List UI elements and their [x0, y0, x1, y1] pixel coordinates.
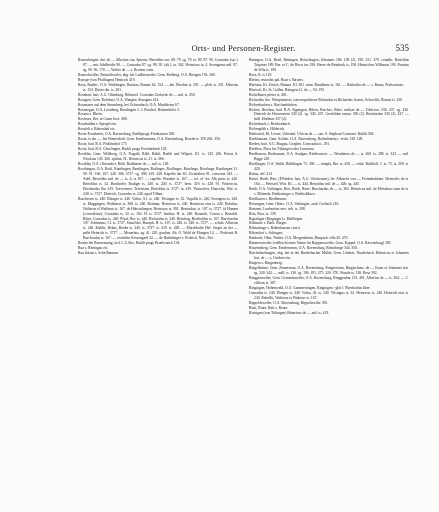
register-entry: Rosthingen, O.A. Rottl, Rutelingen, Rentlingen, Rutlinges, Rotilinges, Rutelinge, Rotelinge, Rutzlingen 31. 90. 91. 166. 167. 240. 306. 372*. sg. 398. 419. 428. Kapella der Kl. Zwiefalten 91. conventa 343. — Adel: Bertoldus mil. de — ts. 4. ts 167. — capella: Warnher ts. 167. — tel. of -itz. Alb press ts. 240. Bertoldus ts. 32. Bondorfer. Rudiger ts. 240. ts. 240. ts. 372*. bern. 419. ts. 428. 91. Fridericus, Eberhardus 8ta. 419. Traversiner, Tetvertam, Bertoldus ts. 372*. ta. 419. Thancolier, Dancolar, Wal. ts. 240. ts. 372*. Dietrich, Conradus ts. 240. apud Tillam,	[78, 166, 238, 196]
register-entry: Rua Infans s. Scheffhausen.	[78, 251, 119, 256]
register-entry: Rieth, O.A. Vaihingen, Riet, Rieth, Riete. Burchardus de — ts. 365. Heinricus mil. de Meissburs zum de ts. s. Mittensh. Reithesinger v. Rietbisklhow.	[249, 186, 409, 196]
register-entry: Rixingen (von Tübingen) Hainricus de — mil. ts. 419.	[249, 310, 330, 315]
register-entry: Rossna s. Rhein.	[78, 112, 103, 117]
register-entry: Rippoldsweiler, O.A. Ravensburg, Rippoltswiler 350.	[249, 300, 329, 305]
register-entry: Ringingen, Hohenwald, O.A. Gammertingen, Ringingen, -glin I. Eberhardus liber	[249, 285, 370, 290]
register-entry: Riedbuwen, Riethausen, O.A. Saulgau, Rietheuwen. — Wernherus de — ts. 269. ts. 298. ts. 323. — mil. Bigge 229.	[249, 152, 409, 162]
register-entry: Riedlisaen s. Riedheusen.	[249, 196, 287, 201]
register-entry: Rimmersweiler (vielleicht einer Name für Happensweiler, Gem. Kappel, O.A. Ravensburg) 350.	[249, 241, 392, 246]
register-entry: Rütbschal, Kl. Lesser, Urbental. Ulricus de — can. S. Stephani Constant. Rüthli 394.	[249, 132, 375, 137]
right-column	[249, 58, 409, 498]
register-entry: Rinchelmebingen, abg. bei in der Rinderbacher Mühle, Gem. Umbrei, Ninderbach. Heinricus et Johannes frat. de — s. Umbrei ein.	[249, 251, 409, 261]
register-entry: Riedlingen, O.A. Waldt, Rühllingen 73. 450. — templa, Ber. ts. 450. — sebir. Bitthloff. 1. ts. 75. ts. 209. ts. 420.	[249, 162, 409, 171]
left-column	[78, 58, 238, 498]
register-entry: Roste-Fronhofen, O.A. Ravensburg, Ruthliprugs Frenhausen 108.	[78, 132, 176, 137]
register-entry: Rosthlin, Gem. Wildberg, O.A. Nagold, Röhl, Rühli, Ruthli and Wilpert. K1. ts. 145. 266. Petrus S. Nicolaus 145. 266. sphlan: H., Heinricus ts. 21. ts. 266.	[78, 152, 238, 162]
register-entry: Riltmatinge s. Rabenhausen cavist.	[249, 226, 301, 231]
register-entry: Ronspe (von Pfullingen) Heinrich 419.	[78, 77, 136, 82]
register-entry: Reuter bei Bretzenzang, ttrd. L.G.Sitz, Ruthli prugs Bruelwanck 134.	[78, 241, 181, 246]
running-header	[78, 42, 409, 54]
register-entry: Riesengen, Gem. Oberr., O.A. Vaihingen, arab. Gerbach 216.	[249, 201, 340, 206]
register-entry: Rosta, is dar —, bei Bienerdorb, Gem. Emeltemmen, O.A. Ravensburg, Rosrde ts. 350 264. 350.	[78, 137, 221, 142]
register-entry: Rieden, bair. A.G. Burgau, Graplen. Conwaaba ts. 291.	[249, 142, 331, 147]
register-entry: Cunradus ts. 240. Ehinger ts. 240. Valtra, Al. ts. 240. Vilsingus ts. 32. Heinricus ts. 240. Heinrich eius ts. 240. Rebellis, Walterus et Walterus ts. 167.	[249, 290, 409, 300]
register-entry: Richenbachen s. Reichenbächen.	[249, 102, 298, 107]
register-entry: Roste, bad. B.A. Pfullendorf 175.	[78, 142, 128, 147]
register-entry: Ringgenweiler, Gem. Gomminweiler, O.A. Ravensburg, Ringgenbur 133. 491. Albertus de — ts. 364. — C. villicus ts. 387.	[249, 275, 409, 285]
register-entry: Riedlera, Fluss bei Tübingen oder Lustenau.	[249, 147, 315, 152]
register-entry: Riltmaire s. Bärk. Bürger.	[249, 221, 288, 226]
register-entry: Rosa, Ruther., O.A. Waiblingen, Ranisas, Romae 62. 154. — abt. Eberhar ts. 291. — pleb. ts. 291. Albertus ts. 154. Dieter der. ts. 291.	[78, 82, 238, 92]
register-entry: Rietzent, Lonbeotim serv. selt. ts. 298.	[249, 206, 306, 211]
register-entry: Rifa, Ebar. ts. 139.	[249, 211, 277, 216]
register-entry: Ringelkeime, Gem. Zemerzzan, O.A. Ravensburg, Ringeristum, Ringischaus. de — Kuno et Johannes frat. sg. 320. 342. — mill. ts. 130. sg. 196. 181. 275. 320. 370. Wasale ts. 136. Resa 392.	[249, 266, 409, 275]
page-title: Orts- und Personen-Register.	[191, 43, 296, 53]
register-entry: Rossfelt s. Rabenthal etc.	[78, 127, 116, 132]
register-entry: Rosabari, bair. A.G. Oltenburg, Böhmerl. Conradus Gerlache de — mil. ts. 450.	[78, 92, 196, 97]
register-entry: Richenpfäh s. Hilderich.	[249, 127, 286, 132]
register-entry: Richen, Riechen, bad. B.A. Eppingen, Rihen, Rieches, Rehe; militae de — Dietricus 330. 437. sg. 436. Dietrich de Horsenstein 330 (2). sg. 330. 437. Gerdoldus sentac 330 (2). Reinhardus 330 (2). 437. — mill. Ebelmar 337 (2).	[249, 107, 409, 122]
page-number: 535	[395, 43, 409, 53]
register-entry: Romschwiller, Reinoldswiler, abg. bei Ludlinsweiler. Gem. Rielberg, O.A. Besigen 193. 260.	[78, 72, 216, 77]
register-columns	[78, 58, 409, 498]
register-entry: Rosenaser auf dem Strumberg, bei Ochsenbach, O.A. Mauldronn 67.	[78, 102, 180, 107]
register-entry: Basingen, O.A. Rottl, Reningen, Reinchingen, Johannes 106. 109 (2). 190. 231. 379. conulbr. Bartoldus Tuipines 189. Ber. et C. de Horw ius 190. Hesse de Reinbeck ts. 190. Heinrichus Wilbanas 190. Poentas de Wila ts. 190.	[249, 58, 409, 72]
register-entry: Rosfeurs, Ber. at Came liwe. 408.	[78, 117, 128, 122]
register-entry: Riuti, Riute, Rüti s. Reute.	[249, 305, 289, 310]
register-entry: Rigiabiger (Ringinger) s. Halfhegen.	[249, 216, 304, 221]
register-entry: Reza, R. ts 119.	[249, 72, 273, 77]
register-entry: Ringera s. Ringenberg.	[249, 261, 283, 266]
register-entry: Richardus fire. Wimpinensis; concesspetitione Richardus et Richardus fratres, Schwellis, Rismis ts. 410.	[249, 97, 404, 102]
register-entry: Rurcherzis ts. 240. Ehinger ts. 240. Valtra, A1. ts. 240. Tilsingus ts. 32. Vogallis ts. 240. Swengera ts. 240. ts. Muggingen, Waltharas ts. 368. ts. 240. Rotimar, Heinricus ts. 240. Heinricus eius ts. 240. Rabrilas, Walterus el Waltheru ts. 167. de Habsinluegen, Heinricus ts. 391. Hertrudun, ts. 107. ts. 372*. fü Humen (coronfkirse), Conradus ts. 32. ts. 102. H. ts. 372*. Insiltur, H. ts. 240. Rosmith, Conrat s. Bertoldt. Ritter, Conradus ts. 240. Pfaaf, Ber. ts. 240. Richardus ts. 240. Reinfrag, Bertholdus ts. 167. Burchardus 107. Schimmer, Cl. ts. 372*. Stauffche, Rumph, H. ts. 167. ts. 240. ts. 240. ts. 372*. — schult. Albertus ts. 240. Kühlis, Bebas, Renbe ts. 240. ts. 372*. ts. 419. ts. 428. — Marchbuler Hef. Steget an der — pelle Heinrich ts. 371*. — Meuerhus, sg. 41. 245. gardiaa. Ab. O. Wald de Ehingen 14. — Probsteit R. Burchardus ts. 167. — reachtlin Kessengard 32. — de Ruthelinger s. Roleich, Nov., Ner.	[78, 196, 238, 241]
register-entry: Richelbares pfeter ts. 401.	[249, 92, 288, 97]
register-entry: Riltondorf s. Schingen.	[249, 231, 284, 236]
register-entry: Rietel, Rieth, Riet, (F.Bieden, bair. A.G. Ottobeuren), be: Albrecht von — Freienhubbner. Heinrichs de ts. 164. — Hertstel, Wirt. Kl. — ts. 444. Bertoldus mil. de — 426. sg. 445.	[249, 176, 409, 186]
register-entry: Rosagen, Gem. Rohrbart, O.A. Wangen, Rosagers 414.	[78, 97, 160, 102]
register-entry: Rossbuhlen s. Spiegel ein.	[78, 122, 117, 127]
register-entry: Rhotsch, Kt. St. Gallen, Rinugen 21. de — 94. 195.	[249, 87, 325, 92]
register-entry: Rosenegen, O.A. Leonberg, Rendingen 2. 3. Brachel, Bohnerhöfer 3.	[78, 107, 180, 112]
register-entry: Roste, bad. B.A. Überlingen, Ruthli prugs Froenhebseh 128.	[78, 147, 168, 152]
register-entry: Rua s. Rheingau etc.	[78, 246, 109, 251]
register-entry: Rietas, del. 414.	[249, 171, 273, 176]
register-entry: Richenbach s. Reichenbach.	[249, 122, 291, 127]
register-entry: Rimbach, Ober, Nieder, O.A. Mergentheim, Rimpach villa 45. 470.	[249, 236, 349, 241]
register-entry: Rheinau, Kt. Zürich, Hauura. Kl. 491. minr. Rinallamo ts. 161. — Ratholfus de — s. Ruma, Prabourtum.	[249, 82, 404, 87]
register-entry: Rheim, restoolas pal. Ruzi s. Basters.	[249, 77, 304, 82]
register-entry: Romeshingen. dat. de — Alberius can. Spirens. Bertoldus sac. 68. 79. sg. 79. ta. 80. 87. 90. Conradus (sac.) 87. — mir Adelheidis 90. — Cunradus 87. sg. 90. 95. (alt.). ta. 362. Heinricus ta. 4. Swengerus mil. 87. sg. 90. 96. 170. — Walter de — s. Brotten ctsm.	[78, 58, 238, 72]
register-entry: Rosthlin, O.A. Oberndorf, Röhl. Rathbarne de — mil. ts. 148.	[78, 162, 170, 167]
register-entry: Rissemsberg, Gem. Emelesemm, O.A. Ravensburg, Rimisberge 344. 350.	[249, 246, 358, 251]
register-entry: Rietbhausen, Gem. Schlier, O.A. Ravensburg, Rotheilmestri, -reitic 130. 128.	[249, 137, 364, 142]
